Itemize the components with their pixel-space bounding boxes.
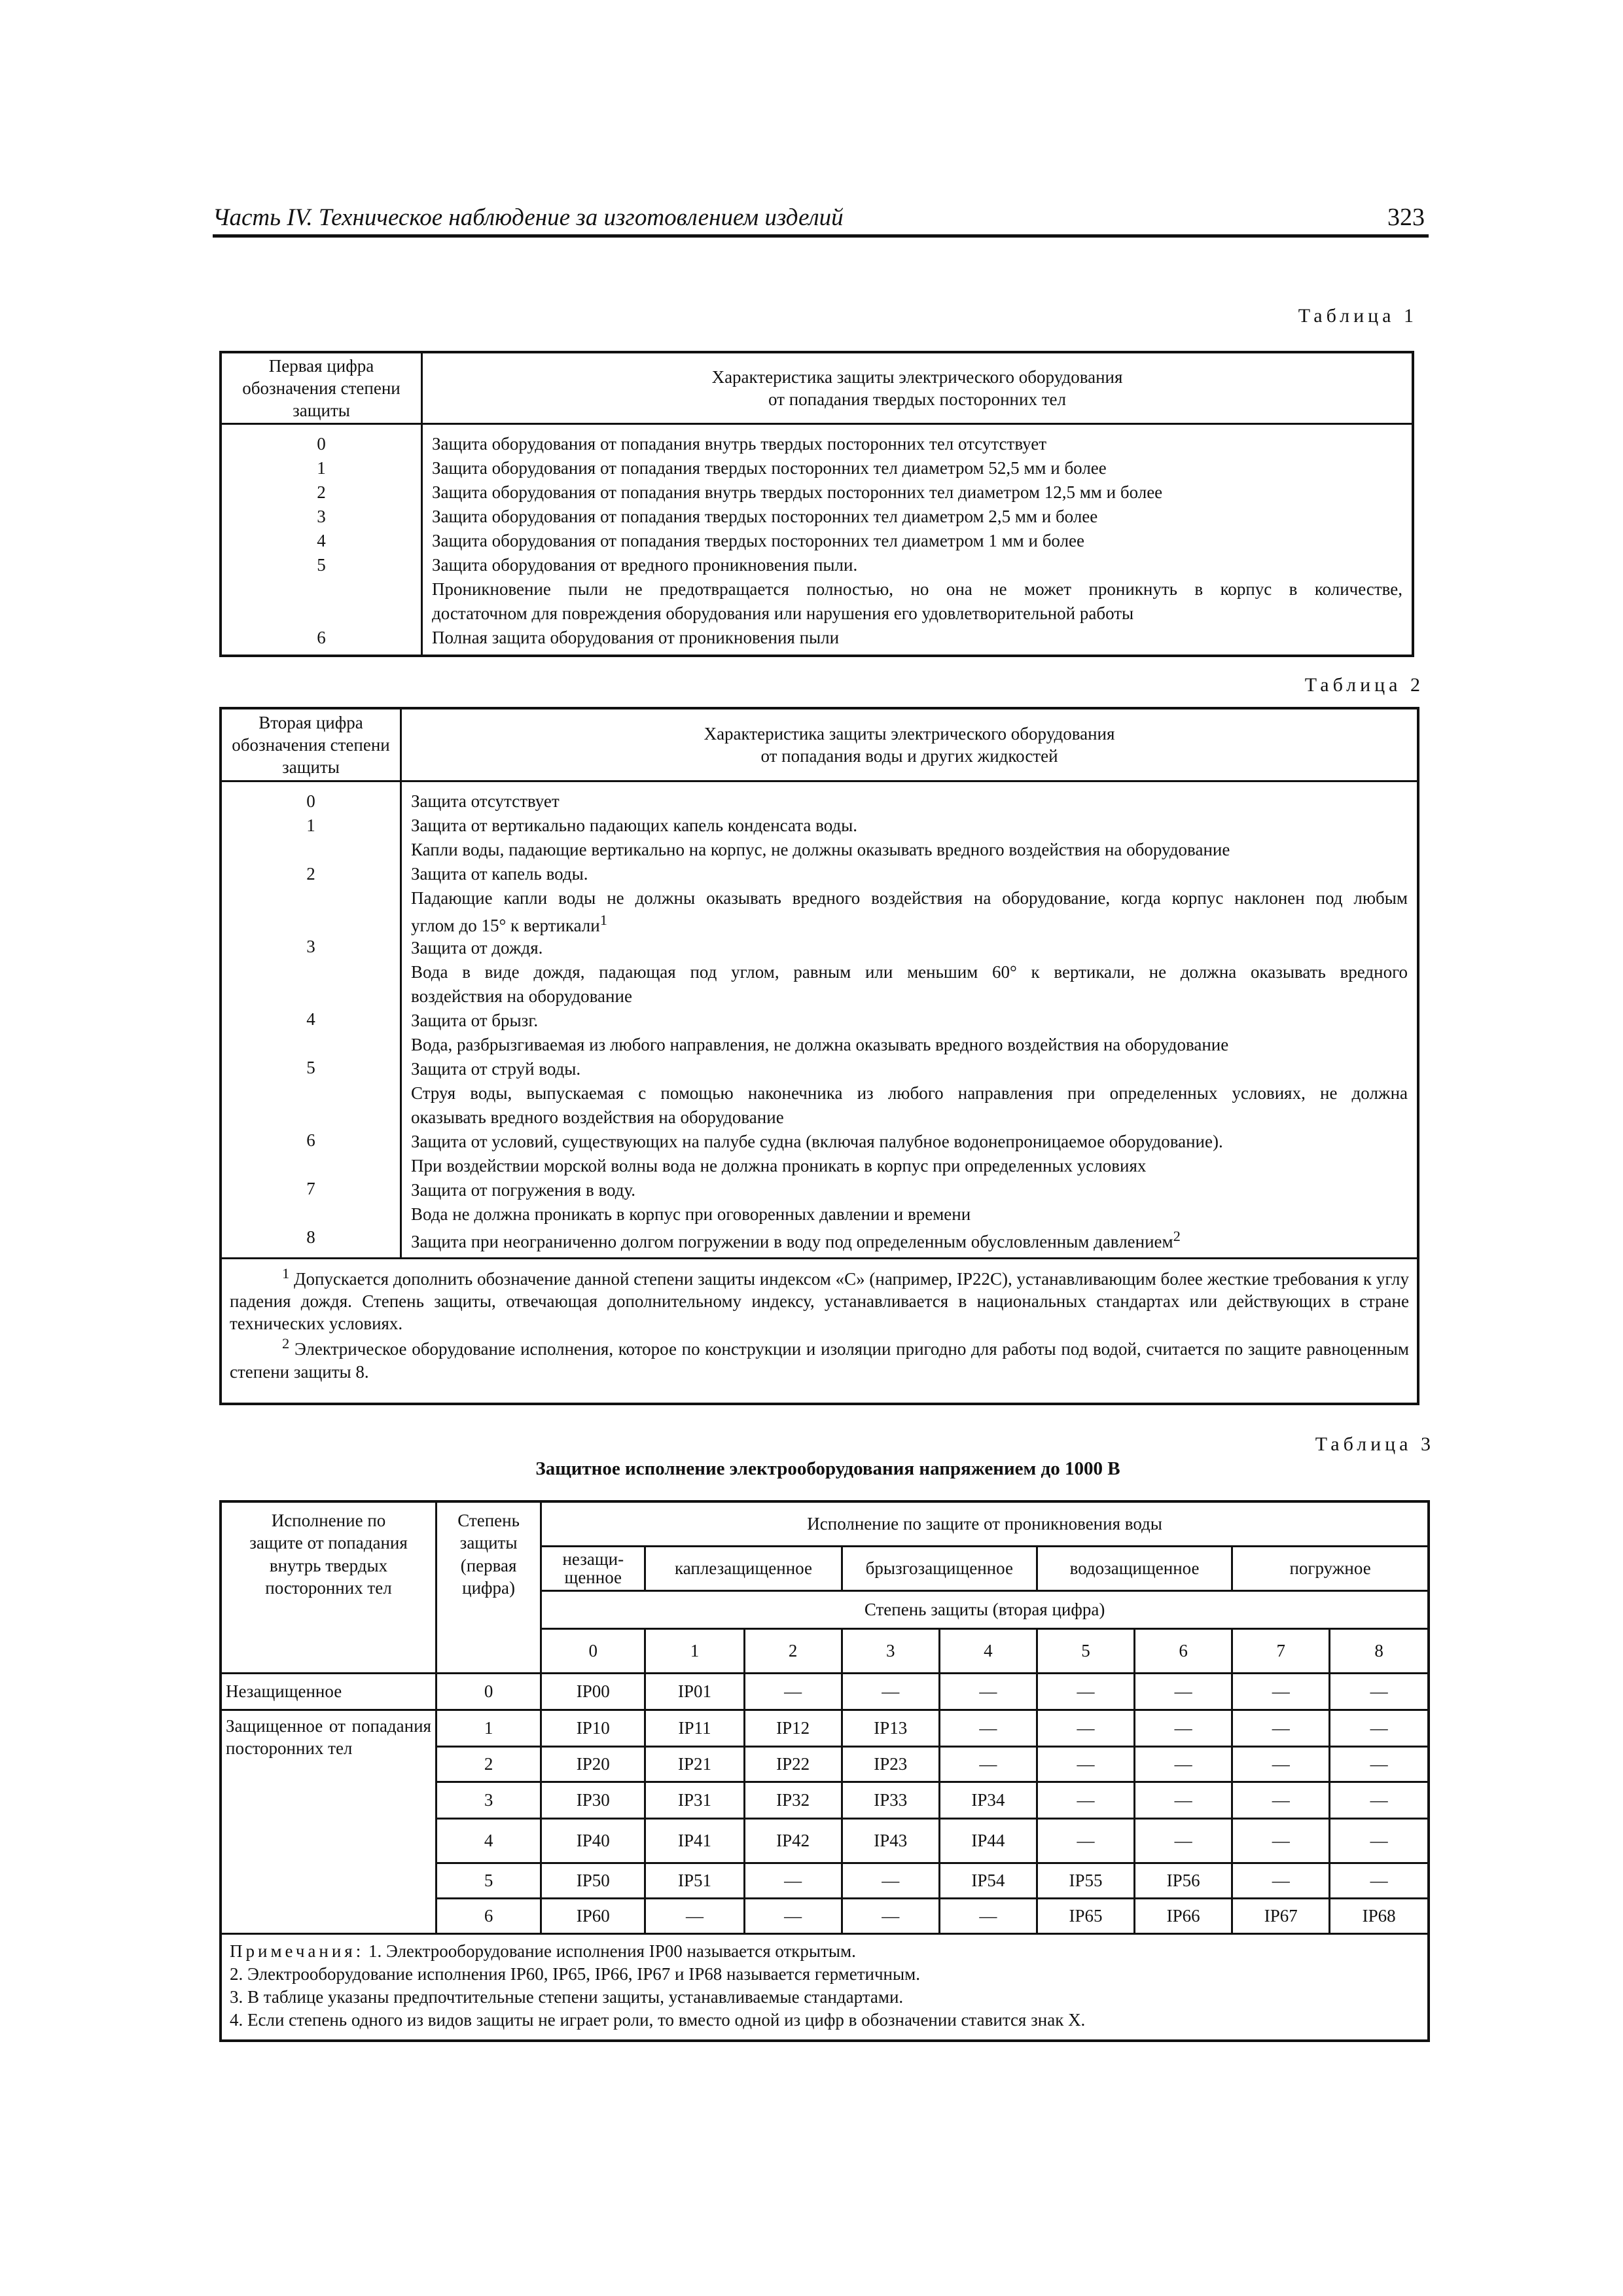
table3-cell: — (939, 1673, 1037, 1710)
table1-digit: 2 (317, 482, 326, 502)
note-line: 2. Электрооборудование исполнения IP60, IP65, IP66, IP67 и IP68 называется герметичным. (230, 1964, 920, 1984)
footnote-2: $^2$ Электрическое оборудование исполнения, которое по конструкции и изоляции пригодно для работы под водой, считается по защите равноценным степени защиты 8. (230, 1335, 1410, 1382)
table3-cell: — (842, 1863, 939, 1898)
table2-digit (223, 1032, 399, 1056)
table3-cell: IP31 (645, 1782, 744, 1818)
table3-cell: — (939, 1710, 1037, 1746)
table3-digit: 7 (1232, 1628, 1330, 1673)
table2-digit (223, 887, 399, 911)
table3-cell: — (1330, 1746, 1429, 1782)
footnote-ref: 1 (599, 912, 607, 928)
table3-cell: IP43 (842, 1818, 939, 1863)
table2-text: Вода, разбрызгиваемая из любого направления, не должна оказывать вредного воздействия на оборудование (411, 1035, 1229, 1055)
table3-digit: 6 (1135, 1628, 1232, 1673)
table3-cell: — (744, 1673, 842, 1710)
table3-cell: IP55 (1037, 1863, 1134, 1898)
table3-cell: — (1135, 1710, 1232, 1746)
table3-cell: — (1135, 1782, 1232, 1818)
table3-header-first-digit: Степень защиты (первая цифра) (436, 1501, 541, 1673)
table1-text: Защита оборудования от попадания внутрь твердых посторонних тел отсутствует (432, 434, 1047, 454)
table2-digit: 2 (306, 864, 315, 884)
table3 (219, 1500, 1430, 2042)
table1-digit (223, 602, 420, 626)
table1-text: Полная защита оборудования от проникновения пыли (432, 628, 840, 647)
table2-col2-header: Характеристика защиты электрического оборудования от попадания воды и других жидкостей (401, 708, 1419, 781)
table2-digit: 3 (306, 937, 315, 956)
table2-digit (223, 911, 399, 935)
table3-digit: 2 (744, 1628, 842, 1673)
table3-cell: IP42 (744, 1818, 842, 1863)
table3-cell: — (1037, 1710, 1134, 1746)
table3-caption: Защитное исполнение электрооборудования напряжением до 1000 В (535, 1458, 1120, 1479)
table1-text: Защита оборудования от попадания твердых посторонних тел диаметром 52,5 мм и более (432, 458, 1107, 478)
table3-digit: 0 (541, 1628, 645, 1673)
table3-cell: — (1330, 1782, 1429, 1818)
table3-cell: IP41 (645, 1818, 744, 1863)
notes-label: Примечания: (230, 1941, 365, 1961)
table2-digit (223, 960, 399, 984)
table3-cell: — (1330, 1818, 1429, 1863)
table2-digit (223, 1153, 399, 1177)
table3-cell: IP68 (1330, 1898, 1429, 1933)
table1-text: Защита оборудования от вредного проникновения пыли. (432, 555, 858, 575)
table2-col1-header: Вторая цифра обозначения степени защиты (221, 708, 401, 781)
table3-cell: — (1232, 1818, 1330, 1863)
table2-digit (223, 838, 399, 863)
table2-footnotes (221, 1258, 1418, 1404)
table2-text: Защита от погружения в воду. (411, 1180, 636, 1200)
table1-text: Проникновение пыли не предотвращается полностью, но она не может проникнуть в корпус в количестве, (432, 579, 1402, 599)
table3-row-label: Защищенное от попадания посторонних тел (221, 1710, 436, 1933)
table2-text: Защита от вертикально падающих капель конденсата воды. (411, 816, 858, 835)
table3-cell: IP65 (1037, 1898, 1134, 1933)
table3-cell: IP67 (1232, 1898, 1330, 1933)
table3-cell: IP01 (645, 1673, 744, 1710)
table3-header-water: Исполнение по защите от проникновения воды (541, 1501, 1429, 1546)
table3-cell: — (1135, 1673, 1232, 1710)
table3-cell: — (939, 1746, 1037, 1782)
table3-first-digit: 3 (436, 1782, 541, 1818)
table1-digit: 1 (317, 458, 326, 478)
table1 (219, 351, 1414, 657)
table3-cell: IP30 (541, 1782, 645, 1818)
table2-digits (221, 781, 401, 1259)
table3-notes (221, 1933, 1429, 2041)
table3-cell: IP12 (744, 1710, 842, 1746)
table3-first-digit: 2 (436, 1746, 541, 1782)
table2-text: Защита от брызг. (411, 1011, 539, 1031)
table3-cell: IP22 (744, 1746, 842, 1782)
table3-digit: 5 (1037, 1628, 1134, 1673)
table2-text: Капли воды, падающие вертикально на корпус, не должны оказывать вредного воздействия на оборудование (411, 840, 1230, 859)
table3-cell: IP34 (939, 1782, 1037, 1818)
table1-digit: 5 (317, 555, 326, 575)
table3-cell: IP13 (842, 1710, 939, 1746)
table3-cell: — (939, 1898, 1037, 1933)
table2-text: Падающие капли воды не должны оказывать вредного воздействия на оборудование, когда корпус наклонен под любым (411, 888, 1408, 908)
table2-text: Вода не должна проникать в корпус при оговоренных давлении и времени (411, 1204, 971, 1225)
table1-digit: 3 (317, 507, 326, 526)
table3-cell: — (1232, 1782, 1330, 1818)
table3-cell: IP40 (541, 1818, 645, 1863)
table3-group: брызгозащищенное (842, 1546, 1037, 1590)
table3-cell: — (1037, 1782, 1134, 1818)
table1-digit (223, 578, 420, 602)
table3-group: незащи-щенное (541, 1546, 645, 1590)
table2-digit: 7 (306, 1179, 315, 1198)
table2-digit: 0 (306, 791, 315, 811)
table3-cell: IP11 (645, 1710, 744, 1746)
table1-text: Защита оборудования от попадания внутрь твердых посторонних тел диаметром 12,5 мм и более (432, 482, 1163, 502)
table1-digit: 6 (317, 628, 326, 647)
table2-digit: 4 (306, 1009, 315, 1029)
table3-cell: — (744, 1863, 842, 1898)
table1-digits (221, 424, 422, 656)
table3-cell: IP50 (541, 1863, 645, 1898)
table3-cell: IP00 (541, 1673, 645, 1710)
table3-cell: — (1232, 1746, 1330, 1782)
table2-text: оказывать вредного воздействия на оборудование (411, 1107, 784, 1128)
table3-first-digit: 5 (436, 1863, 541, 1898)
table3-digit: 3 (842, 1628, 939, 1673)
table3-header-second-digit: Степень защиты (вторая цифра) (541, 1590, 1429, 1628)
table3-cell: IP32 (744, 1782, 842, 1818)
table2-digit: 6 (306, 1130, 315, 1150)
table2-digit: 1 (306, 816, 315, 835)
table2-text: Защита от дождя. (411, 938, 543, 958)
table3-cell: — (744, 1898, 842, 1933)
table1-col1-header: Первая цифра обозначения степени защиты (221, 352, 422, 424)
table3-cell: — (1232, 1710, 1330, 1746)
footnote-1: $^1$ Допускается дополнить обозначение данной степени защиты индексом «С» (например, IP22C), устанавливающим более жесткие требования к углу падения дождя. Степень защиты, отвечающая дополнительному индексу, устанавливается в национальных стандартах или действующих в стране технических условиях. (230, 1265, 1410, 1334)
table3-first-digit: 6 (436, 1898, 541, 1933)
table3-cell: — (1232, 1673, 1330, 1710)
table2-digit (223, 1081, 399, 1105)
table2-digit (223, 984, 399, 1008)
table3-cell: — (1037, 1673, 1134, 1710)
table2-text: Защита при неограниченно долгом погружении в воду под определенным обусловленным давлением$^2$ (411, 1228, 1181, 1252)
table2-text: Струя воды, выпускаемая с помощью наконечника из любого направления при определенных условиях, не должна (411, 1083, 1408, 1103)
table1-descriptions (422, 424, 1414, 656)
table3-group: водозащищенное (1037, 1546, 1232, 1590)
table2-digit: 8 (306, 1227, 315, 1247)
table1-text: Защита оборудования от попадания твердых посторонних тел диаметром 1 мм и более (432, 531, 1085, 550)
table2-text: Вода в виде дождя, падающая под углом, равным или меньшим 60° к вертикали, не должна оказывать вредного (411, 962, 1408, 982)
table3-first-digit: 4 (436, 1818, 541, 1863)
table1-text: достаточном для повреждения оборудования или нарушения его удовлетворительной работы (432, 603, 1134, 623)
table3-cell: — (842, 1673, 939, 1710)
table3-first-digit: 0 (436, 1673, 541, 1710)
table2-label: Таблица 2 (1304, 674, 1424, 696)
table1-digit: 0 (317, 434, 326, 454)
table2-text: Защита отсутствует (411, 791, 560, 811)
table1-col2-header: Характеристика защиты электрического оборудования от попадания твердых посторонних тел (422, 352, 1414, 424)
table3-cell: IP54 (939, 1863, 1037, 1898)
footnote-ref: 2 (1173, 1228, 1181, 1245)
table3-digit: 8 (1330, 1628, 1429, 1673)
table3-cell: — (1232, 1863, 1330, 1898)
table3-cell: IP66 (1135, 1898, 1232, 1933)
note-line: Примечания: 1. Электрооборудование исполнения IP00 называется открытым. (230, 1941, 856, 1961)
table3-digit: 1 (645, 1628, 744, 1673)
table3-cell: IP60 (541, 1898, 645, 1933)
table3-cell: IP44 (939, 1818, 1037, 1863)
table3-cell: — (1037, 1818, 1134, 1863)
table3-cell: — (1135, 1818, 1232, 1863)
page-number: 323 (1387, 204, 1425, 231)
table3-cell: — (1330, 1863, 1429, 1898)
table3-cell: IP33 (842, 1782, 939, 1818)
table3-cell: IP10 (541, 1710, 645, 1746)
page-title: Часть IV. Техническое наблюдение за изготовлением изделий (213, 204, 844, 231)
table3-cell: IP20 (541, 1746, 645, 1782)
table2-text: воздействия на оборудование (411, 986, 632, 1007)
table1-label: Таблица 1 (1298, 305, 1418, 327)
table3-header-first-protection: Исполнение по защите от попадания внутрь твердых посторонних тел (221, 1501, 436, 1673)
table3-label: Таблица 3 (1315, 1433, 1435, 1455)
table2-text: Защита от струй воды. (411, 1059, 581, 1079)
table3-digit: 4 (939, 1628, 1037, 1673)
note-line: 3. В таблице указаны предпочтительные степени защиты, устанавливаемые стандартами. (230, 1986, 904, 2007)
table3-cell: — (1037, 1746, 1134, 1782)
table3-cell: — (1330, 1710, 1429, 1746)
table3-first-digit: 1 (436, 1710, 541, 1746)
page-header (213, 196, 1429, 238)
table3-group: погружное (1232, 1546, 1429, 1590)
table3-cell: IP23 (842, 1746, 939, 1782)
table3-cell: IP51 (645, 1863, 744, 1898)
table2-text: Защита от условий, существующих на палубе судна (включая палубное водонепроницаемое оборудование). (411, 1132, 1223, 1152)
table2-text: При воздействии морской волны вода не должна проникать в корпус при определенных условиях (411, 1156, 1147, 1176)
table3-cell: IP56 (1135, 1863, 1232, 1898)
table3-cell: — (1330, 1673, 1429, 1710)
table1-digit: 4 (317, 531, 326, 550)
note-line: 4. Если степень одного из видов защиты не играет роли, то вместо одной из цифр в обозначении ставится знак X. (230, 2009, 1086, 2030)
table3-cell: — (842, 1898, 939, 1933)
table2-digit: 5 (306, 1058, 315, 1077)
table1-text: Защита оборудования от попадания твердых посторонних тел диаметром 2,5 мм и более (432, 507, 1098, 526)
table2-digit (223, 1105, 399, 1129)
table3-row-label: Незащищенное (221, 1673, 436, 1710)
table2 (219, 707, 1419, 1405)
table2-text: Защита от капель воды. (411, 864, 588, 884)
table2-text: углом до 15° к вертикали$^1$ (411, 912, 607, 935)
table3-group: каплезащищенное (645, 1546, 842, 1590)
table3-cell: — (645, 1898, 744, 1933)
table3-cell: IP21 (645, 1746, 744, 1782)
table3-cell: — (1135, 1746, 1232, 1782)
table2-descriptions (401, 781, 1419, 1259)
table2-digit (223, 1202, 399, 1226)
